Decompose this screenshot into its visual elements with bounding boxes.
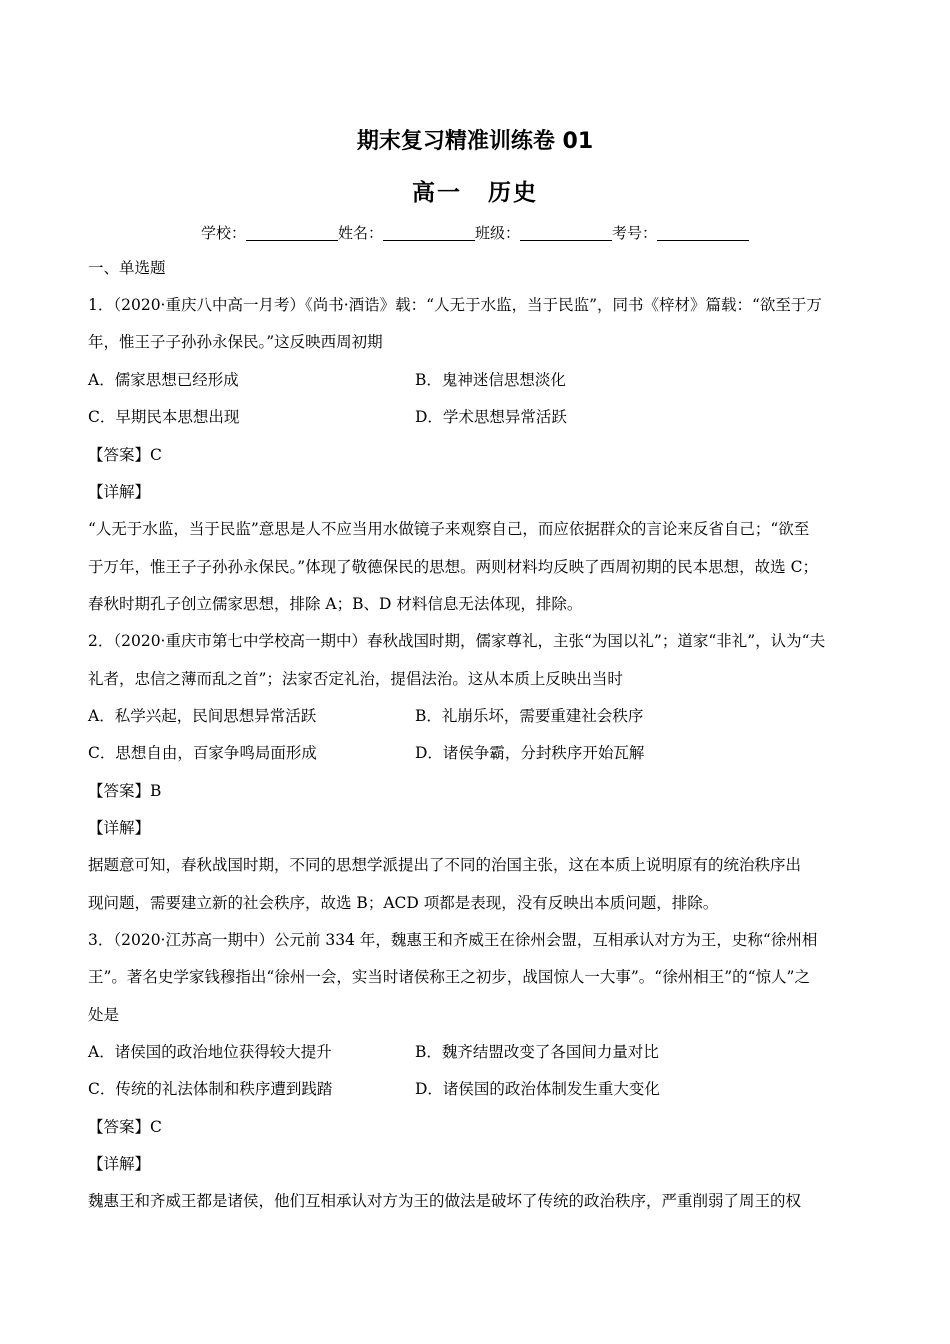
option-d: D．诸侯国的政治体制发生重大变化 <box>415 1080 660 1098</box>
option-a: A．诸侯国的政治地位获得较大提升 <box>88 1043 332 1061</box>
answer-label: 【答案】B <box>88 782 162 800</box>
question-stem-line: 王”。著名史学家钱穆指出“徐州一会，实当时诸侯称王之初步，战国惊人一大事”。“徐州相王”的“惊人”之 <box>88 968 810 986</box>
detail-line: 魏惠王和齐威王都是诸侯，他们互相承认对方为王的做法是破坏了传统的政治秩序，严重削弱了周王的权 <box>88 1192 802 1210</box>
option-c: C．传统的礼法体制和秩序遭到践踏 <box>88 1080 333 1098</box>
option-b: B．礼崩乐坏，需要重建社会秩序 <box>415 707 644 725</box>
name-blank[interactable] <box>383 225 475 241</box>
number-blank[interactable] <box>657 225 749 241</box>
question-stem-line: 3．（2020·江苏高一期中）公元前 334 年，魏惠王和齐威王在徐州会盟，互相承认对方为王，史称“徐州相 <box>88 931 818 949</box>
option-b: B．魏齐结盟改变了各国间力量对比 <box>415 1043 659 1061</box>
detail-label: 【详解】 <box>88 819 151 837</box>
answer-label: 【答案】C <box>88 1118 162 1136</box>
question-stem-line: 1．（2020·重庆八中高一月考）《尚书·酒诰》载：“人无于水监，当于民监”，同书《梓材》篇载：“欲至于万 <box>88 296 822 314</box>
option-c: C．早期民本思想出现 <box>88 408 240 426</box>
school-label: 学校： <box>200 224 246 242</box>
question-stem-line: 年，惟王子子孙孙永保民。”这反映西周初期 <box>88 333 383 351</box>
school-blank[interactable] <box>246 225 338 241</box>
detail-label: 【详解】 <box>88 483 151 501</box>
detail-line: “人无于水监，当于民监”意思是人不应当用水做镜子来观察自己，而应依据群众的言论来反省自己；“欲至 <box>88 520 810 538</box>
option-b: B．鬼神迷信思想淡化 <box>415 371 566 389</box>
question-stem-line: 处是 <box>88 1006 120 1024</box>
class-label: 班级： <box>475 224 521 242</box>
detail-label: 【详解】 <box>88 1155 151 1173</box>
answer-label: 【答案】C <box>88 446 162 464</box>
detail-line: 据题意可知，春秋战国时期，不同的思想学派提出了不同的治国主张，这在本质上说明原有的统治秩序出 <box>88 856 802 874</box>
class-blank[interactable] <box>520 225 612 241</box>
option-a: A．儒家思想已经形成 <box>88 371 239 389</box>
document-subtitle <box>0 174 950 207</box>
option-c: C．思想自由，百家争鸣局面形成 <box>88 744 317 762</box>
student-info-line <box>0 222 950 243</box>
detail-line: 现问题，需要建立新的社会秩序，故选 B；ACD 项都是表现，没有反映出本质问题，排除。 <box>88 894 719 912</box>
name-label: 姓名： <box>337 224 383 242</box>
detail-line: 春秋时期孔子创立儒家思想，排除 A；B、D 材料信息无法体现，排除。 <box>88 595 583 613</box>
number-label: 考号： <box>612 224 658 242</box>
question-stem-line: 礼者，忠信之薄而乱之首”；法家否定礼治，提倡法治。这从本质上反映出当时 <box>88 670 623 688</box>
section-heading: 一、单选题 <box>88 259 166 277</box>
option-d: D．诸侯争霸，分封秩序开始瓦解 <box>415 744 645 762</box>
question-stem-line: 2．（2020·重庆市第七中学校高一期中）春秋战国时期，儒家尊礼，主张“为国以礼”；道家“非礼”，认为“夫 <box>88 632 826 650</box>
subject-label: 历史 <box>488 180 538 206</box>
document-title: 期末复习精准训练卷 01 <box>356 129 594 154</box>
grade-label: 高一 <box>412 180 462 206</box>
option-a: A．私学兴起，民间思想异常活跃 <box>88 707 317 725</box>
option-d: D．学术思想异常活跃 <box>415 408 567 426</box>
detail-line: 于万年，惟王子子孙孙永保民。”体现了敬德保民的思想。两则材料均反映了西周初期的民本思想，故选 C； <box>88 558 818 576</box>
